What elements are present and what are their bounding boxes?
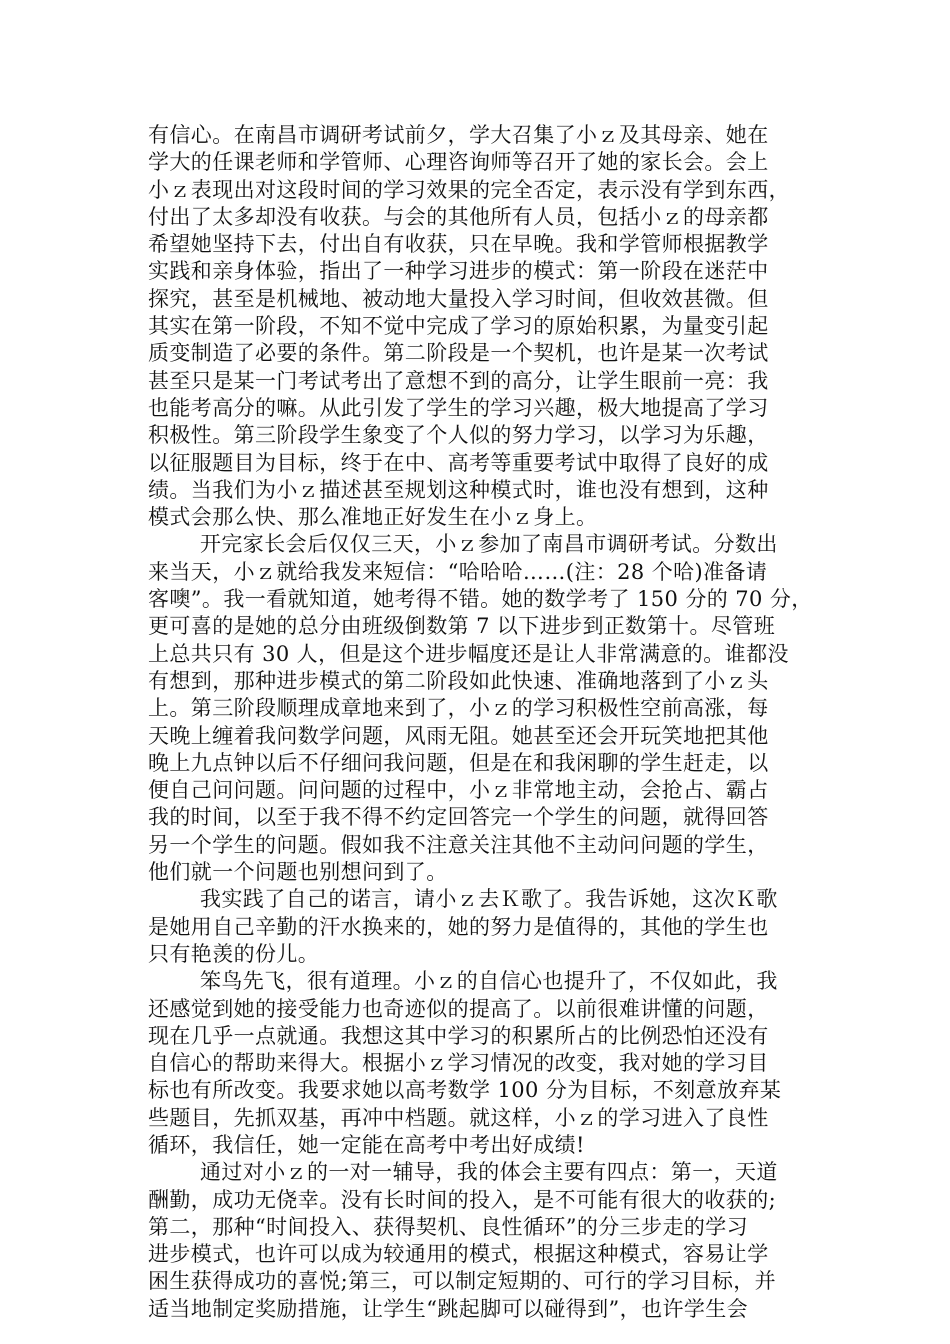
text-line: 困生获得成功的喜悦;第三，可以制定短期的、可行的学习目标，并 [148,1269,777,1294]
text-line: 积极性。第三阶段学生象变了个人似的努力学习，以学习为乐趣， [148,423,769,448]
paragraph [148,122,818,531]
text-line: 天晚上缠着我问数学问题，风雨无阻。她甚至还会开玩笑地把其他 [148,723,769,748]
text-line: 也能考高分的嘛。从此引发了学生的学习兴趣，极大地提高了学习 [148,395,769,420]
text-line: 更可喜的是她的总分由班级倒数第 7 以下进步到正数第十。尽管班 [148,614,776,639]
text-line: 适当地制定奖励措施，让学生“跳起脚可以碰得到”，也许学生会 [148,1296,749,1321]
text-line: 客噢”。我一看就知道，她考得不错。她的数学考了 150 分的 70 分， [148,587,813,612]
text-line: 希望她坚持下去，付出自有收获，只在早晚。我和学管师根据教学 [148,232,769,257]
text-line: 晚上九点钟以后不仔细问我问题，但是在和我闲聊的学生赶走，以 [148,750,769,775]
text-line: 另一个学生的问题。假如我不注意关注其他不主动问问题的学生， [148,832,769,857]
text-line: 上。第三阶段顺理成章地来到了，小ｚ的学习积极性空前高涨，每 [148,696,769,721]
text-line: 开完家长会后仅仅三天，小ｚ参加了南昌市调研考试。分数出 [200,532,778,557]
text-line: 探究，甚至是机械地、被动地大量投入学习时间，但收效甚微。但 [148,286,769,311]
text-line: 自信心的帮助来得大。根据小ｚ学习情况的改变，我对她的学习目 [148,1051,769,1076]
text-line: 以征服题目为目标，终于在中、高考等重要考试中取得了良好的成 [148,450,769,475]
text-line: 有想到，那种进步模式的第二阶段如此快速、准确地落到了小ｚ头 [148,668,769,693]
paragraph [148,886,818,968]
document-body [148,122,818,1323]
text-line: 来当天，小ｚ就给我发来短信：“哈哈哈……(注：28 个哈)准备请 [148,559,768,584]
paragraph [148,1159,818,1323]
text-line: 小ｚ表现出对这段时间的学习效果的完全否定，表示没有学到东西， [148,177,790,202]
text-line: 循环，我信任，她一定能在高考中考出好成绩! [148,1132,585,1157]
text-line: 有信心。在南昌市调研考试前夕，学大召集了小ｚ及其母亲、她在 [148,123,769,147]
text-line: 甚至只是某一门考试考出了意想不到的高分，让学生眼前一亮：我 [148,368,769,393]
paragraph [148,968,818,1159]
paragraph [148,531,818,886]
text-line: 他们就一个问题也别想问到了。 [148,860,448,885]
text-line: 我的时间，以至于我不得不约定回答完一个学生的问题，就得回答 [148,805,769,830]
text-line: 第二，那种“时间投入、获得契机、良性循环”的分三步走的学习 [148,1214,749,1239]
text-line: 质变制造了必要的条件。第二阶段是一个契机，也许是某一次考试 [148,341,769,366]
text-line: 上总共只有 30 人，但是这个进步幅度还是让人非常满意的。谁都没 [148,641,789,666]
text-line: 模式会那么快、那么准地正好发生在小ｚ身上。 [148,505,598,530]
text-line: 现在几乎一点就通。我想这其中学习的积累所占的比例恐怕还没有 [148,1023,769,1048]
text-line: 是她用自己辛勤的汗水换来的，她的努力是值得的，其他的学生也 [148,914,769,939]
text-line: 只有艳羡的份儿。 [148,941,320,966]
text-line: 实践和亲身体验，指出了一种学习进步的模式：第一阶段在迷茫中 [148,259,769,284]
text-line: 付出了太多却没有收获。与会的其他所有人员，包括小ｚ的母亲都 [148,204,769,229]
text-line: 绩。当我们为小ｚ描述甚至规划这种模式时，谁也没有想到，这种 [148,477,769,502]
text-line: 学大的任课老师和学管师、心理咨询师等召开了她的家长会。会上 [148,150,769,175]
text-line: 笨鸟先飞，很有道理。小ｚ的自信心也提升了，不仅如此，我 [200,969,778,994]
text-line: 我实践了自己的诺言，请小ｚ去Ｋ歌了。我告诉她，这次Ｋ歌 [200,887,778,912]
text-line: 酬勤，成功无侥幸。没有长时间的投入，是不可能有很大的收获的; [148,1187,777,1212]
text-line: 通过对小ｚ的一对一辅导，我的体会主要有四点：第一，天道 [200,1160,778,1185]
text-line: 标也有所改变。我要求她以高考数学 100 分为目标，不刻意放弃某 [148,1078,782,1103]
text-line: 便自己问问题。问问题的过程中，小ｚ非常地主动，会抢占、霸占 [148,778,769,803]
text-line: 些题目，先抓双基，再冲中档题。就这样，小ｚ的学习进入了良性 [148,1105,769,1130]
text-line: 还感觉到她的接受能力也奇迹似的提高了。以前很难讲懂的问题， [148,996,769,1021]
text-line: 其实在第一阶段，不知不觉中完成了学习的原始积累，为量变引起 [148,314,769,339]
text-line: 进步模式，也许可以成为较通用的模式，根据这种模式，容易让学 [148,1242,769,1267]
